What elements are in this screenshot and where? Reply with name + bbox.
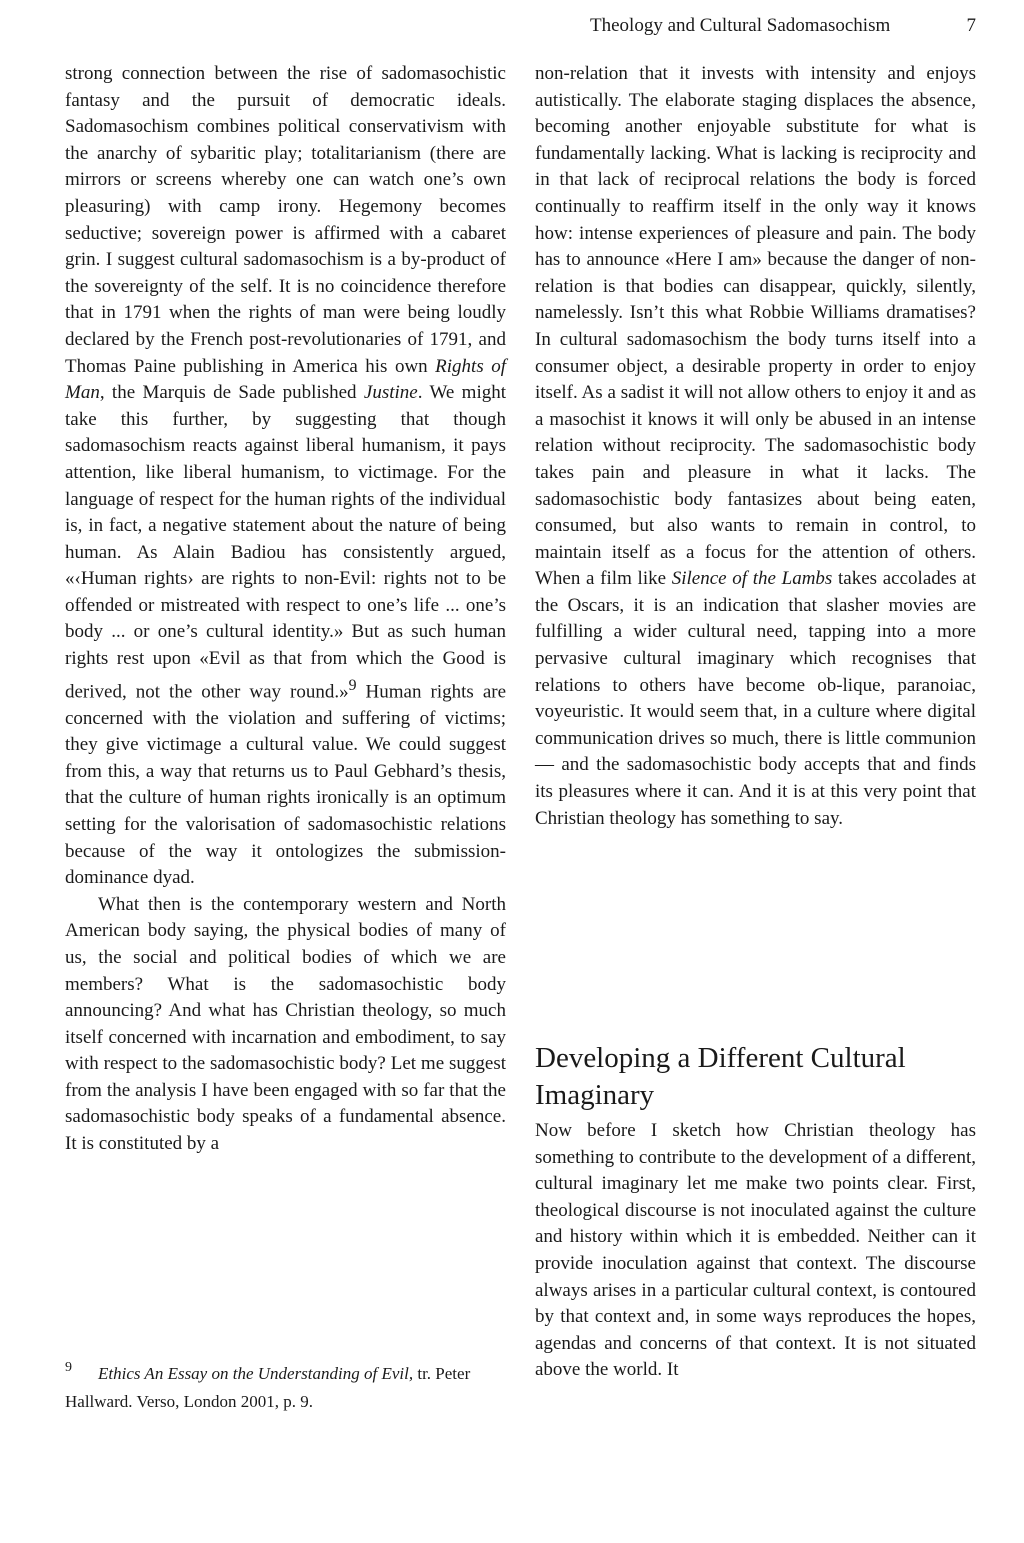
paragraph-text: Human rights are concerned with the violation and suffering of victims; they give victimage a cultural value. We could suggest from this, a way that returns us to Paul Gebhard’s thesis, that the culture of human rights ironically is an optimum setting for the valorisation of sadomasochistic relations because of the way it ontologizes the submission-dominance dyad. bbox=[65, 680, 507, 889]
footnote-reference: 9 bbox=[348, 676, 357, 694]
paragraph-text: . We might take this further, by suggesting that though sadomasochism reacts against liberal humanism, it pays attention, like liberal humanism, to victimage. For the language of respect for the human rights of the individual is, in fact, a negative statement about the nature of being human. As Alain Badiou has consistently argued, «‹Human rights› are rights to non-Evil: rights not to be offended or mistreated with respect to one’s life ... one’s body ... or one’s cultural identity.» But as such human rights rest upon «Evil as that from which the Good is derived, not the other way round.» bbox=[65, 382, 506, 702]
footnote-book-title: Ethics An Essay on the Understanding of Evil, bbox=[98, 1364, 414, 1383]
footnote-citation: tr. Peter Hallward. Verso, London 2001, p. 9. bbox=[65, 1364, 471, 1411]
paragraph-text: , the Marquis de Sade published bbox=[99, 382, 364, 404]
body-paragraph: Now before I sketch how Christian theology has something to contribute to the development of a different, cultural imaginary let me make two points clear. First, theological discourse is not inoculated against the culture and history within which it is embedded. Neither can it provide inoculation against that context. The discourse always arises in a particular cultural context, is contoured by that context and, in some ways reproduces the hopes, agendas and concerns of that context. It is not situated above the world. It bbox=[535, 1120, 976, 1381]
page-number: 7 bbox=[966, 15, 976, 36]
section-heading: Developing a Different Cultural Imaginary bbox=[535, 1042, 906, 1111]
running-title: Theology and Cultural Sadomasochism bbox=[590, 15, 891, 36]
right-column bbox=[535, 61, 976, 832]
paragraph-text: non-relation that it invests with intensity and enjoys autistically. The elaborate staging displaces the absence, becoming another enjoyable substitute for what is fundamentally lacking. What is lacking is reciprocity and in that lack of reciprocal relations the body is forced continually to reaffirm itself in the only way it knows how: intense experiences of pleasure and pain. The body has to announce «Here I am» because the danger of non-relation is that bodies can disappear, quickly, silently, namelessly. Isn’t this what Robbie Williams dramatises? In cultural sadomasochism the body turns itself into a consumer object, a desirable property in order to enjoy itself. As a sadist it will not allow others to enjoy it and as a masochist it knows it will only be abused in an intense relation without reciprocity. The sadomasochistic body takes pain and pleasure in what it lacks. The sadomasochistic body fantasizes about being eaten, consumed, but also wants to remain in control, to maintain itself as a focus for the attention of others. When a film like bbox=[535, 63, 976, 590]
right-column-section bbox=[535, 1118, 976, 1384]
book-title-rights-of-man: Rights of Man bbox=[65, 355, 507, 404]
footnote-number: 9 bbox=[65, 1360, 72, 1375]
book-title-justine: Justine bbox=[363, 382, 418, 404]
body-paragraph bbox=[535, 61, 976, 832]
body-paragraph: What then is the contemporary western and North American body saying, the physical bodies of many of us, the social and political bodies of which we are members? What is the sadomasochistic body announcing? And what has Christian theology, so much itself concerned with incarnation and embodiment, to say with respect to the sadomasochistic body? Let me suggest from the analysis I have been engaged with so far that the sadomasochistic body speaks of a fundamental absence. It is constituted by a bbox=[65, 893, 506, 1155]
body-paragraph bbox=[65, 61, 506, 892]
film-title: Silence of the Lambs bbox=[671, 568, 833, 590]
left-column bbox=[65, 61, 506, 1158]
paragraph-text: takes accolades at the Oscars, it is an indication that slasher movies are fulfilling a wider cultural need, tapping into a more pervasive cultural imaginary which recognises that relations to others have become ob-lique, paranoiac, voyeuristic. It would seem that, in a culture where digital communication drives so much, there is little communion — and the sadomasochistic body accepts that and finds its pleasures where it can. And it is at this very point that Christian theology has something to say. bbox=[535, 568, 976, 829]
footnote bbox=[65, 1361, 506, 1415]
paragraph-text: strong connection between the rise of sadomasochistic fantasy and the pursuit of democratic ideals. Sadomasochism combines political conservativism with the anarchy of sybaritic play; totalitarianism (there are mirrors or screens whereby one can watch one’s own pleasuring) with camp irony. Hegemony becomes seductive; sovereign power is affirmed with a cabaret grin. I suggest cultural sadomasochism is a by-product of the sovereignty of the self. It is no coincidence therefore that in 1791 when the rights of man were being loudly declared by the French post-revolutionaries of 1791, and Thomas Paine publishing in America his own bbox=[65, 63, 506, 377]
